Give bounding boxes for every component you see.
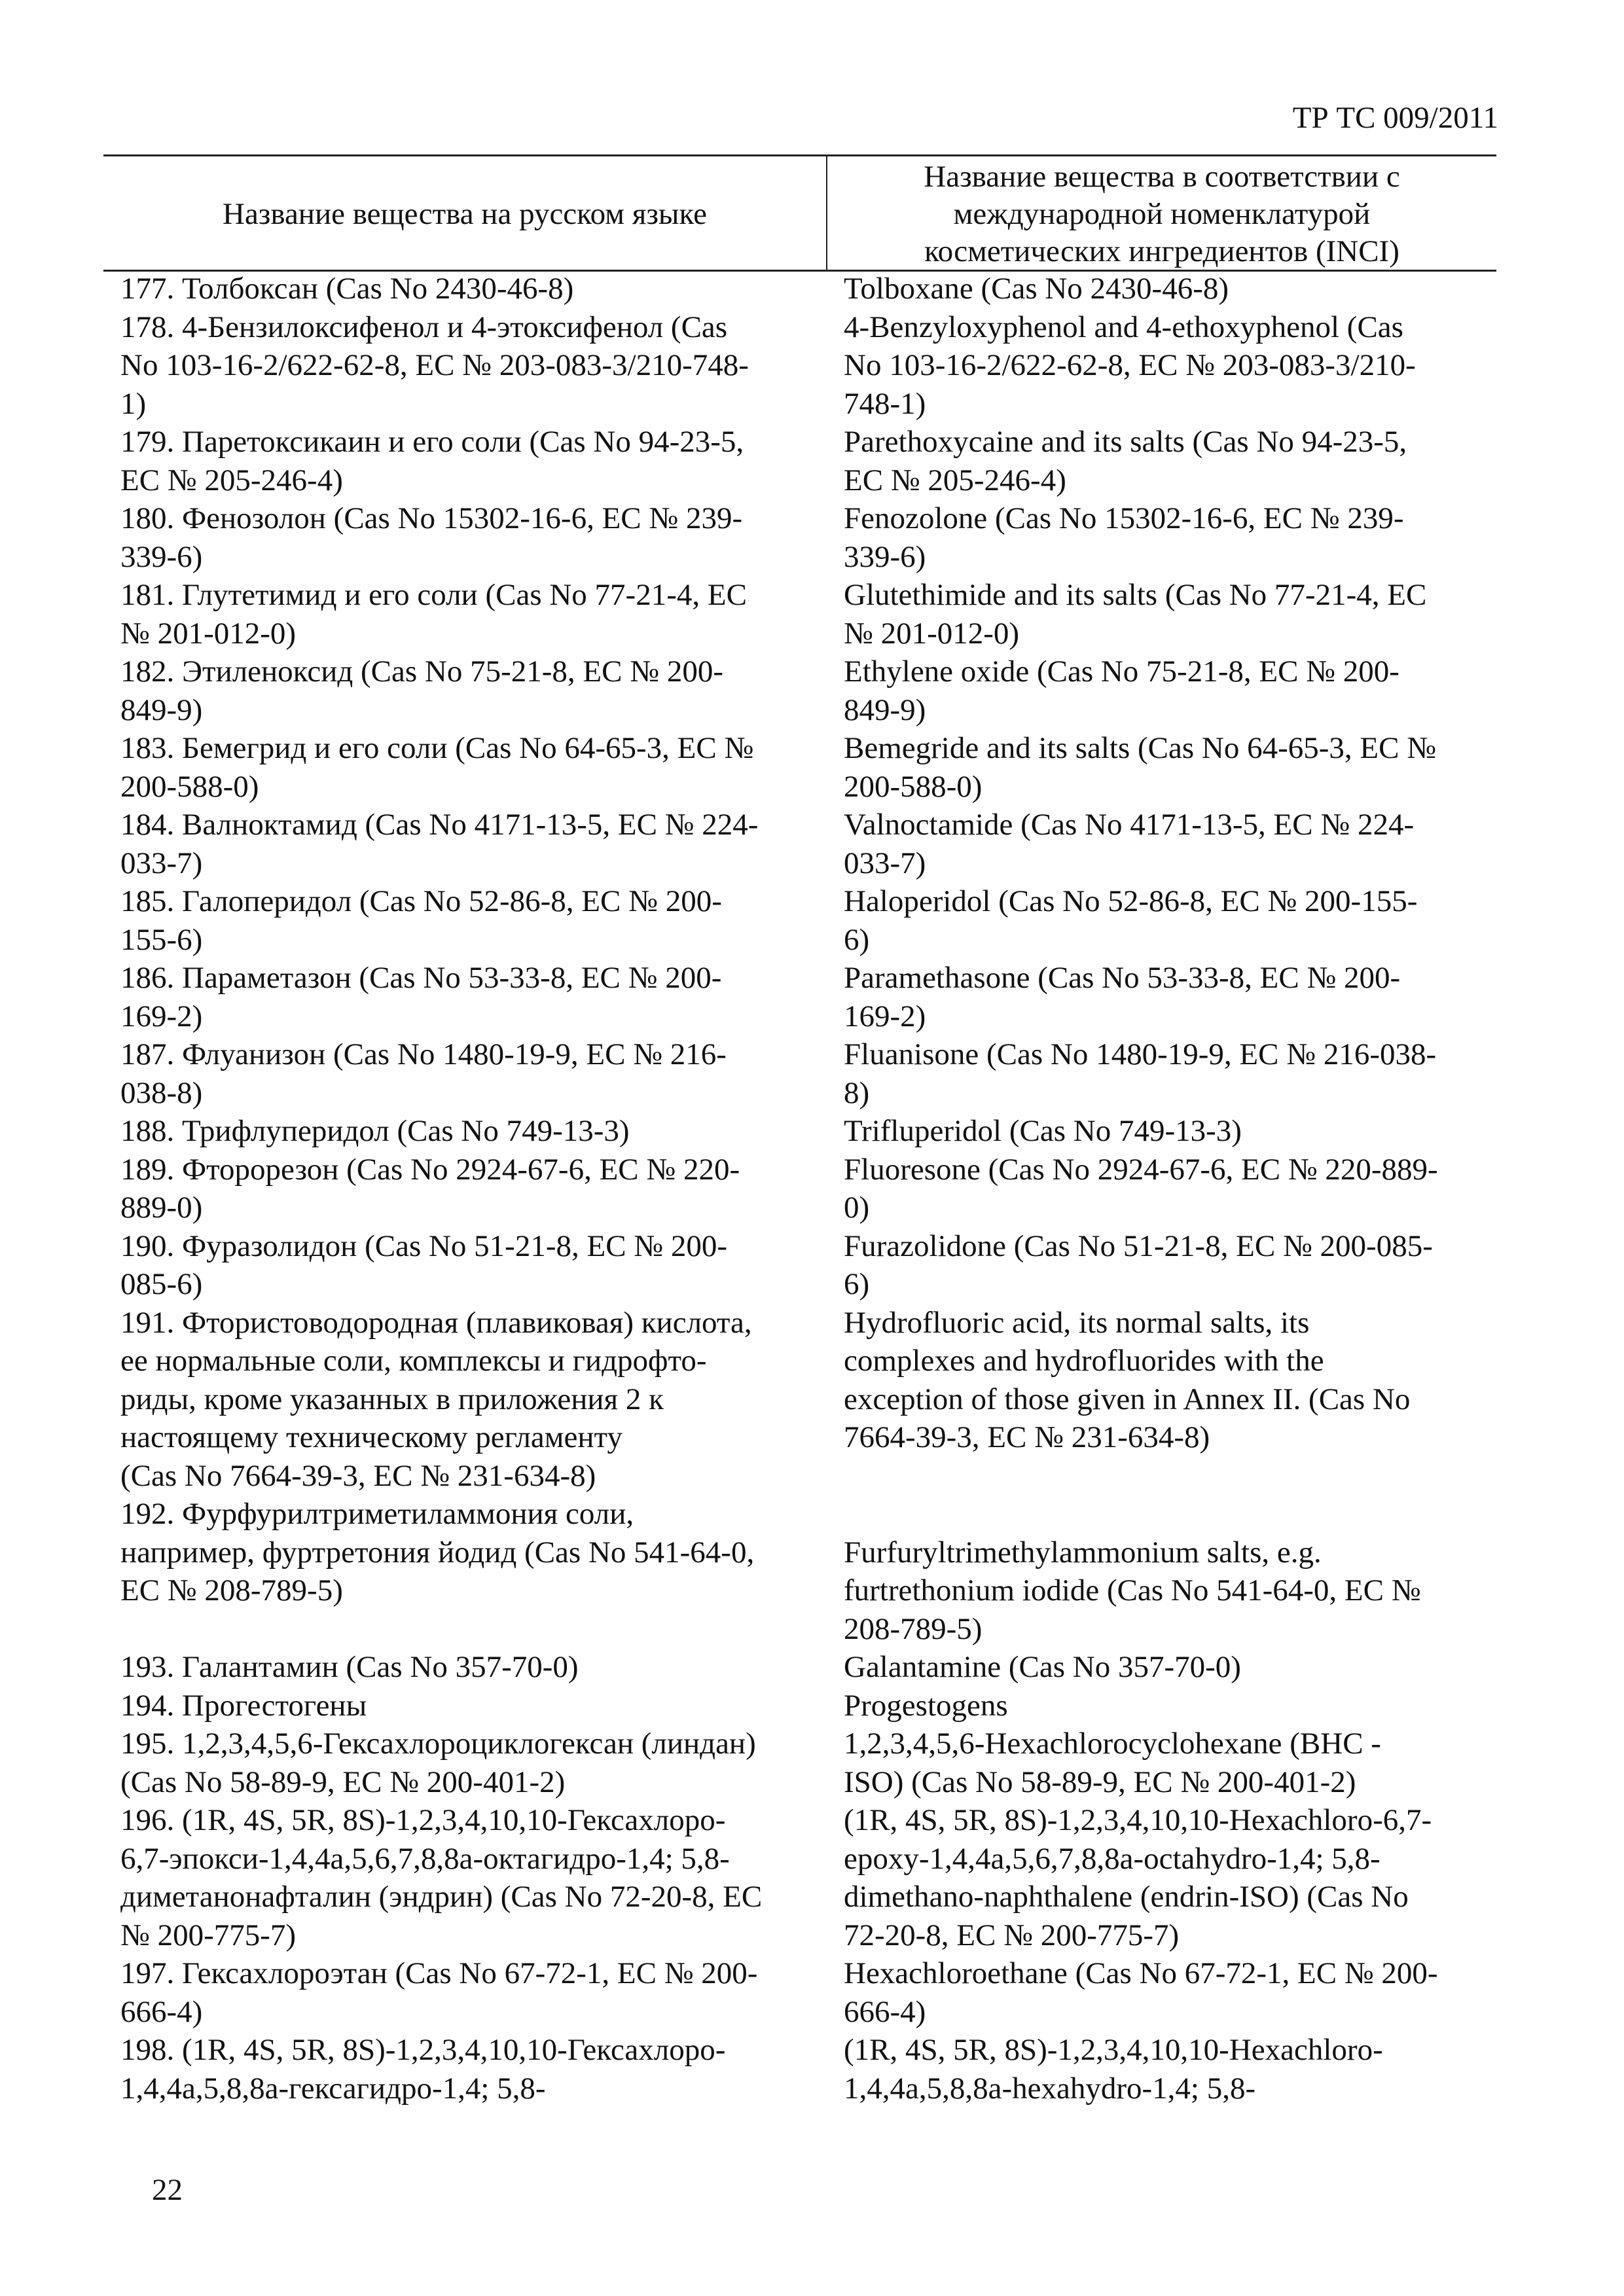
page-number: 22 bbox=[152, 2173, 183, 2207]
column-header-inci-label: Название вещества в соответствии с международной номенклатурой косметических ингредиентов (INCI) bbox=[924, 159, 1400, 268]
substance-name-russian: 179. Паретоксикаин и его соли (Cas No 94-23-5, EC № 205-246-4) bbox=[120, 425, 744, 497]
table-row bbox=[120, 270, 1495, 308]
table-row bbox=[120, 308, 1495, 423]
substance-name-russian: 184. Валноктамид (Cas No 4171-13-5, EC № 224- 033-7) bbox=[120, 808, 759, 880]
table-row bbox=[120, 1112, 1495, 1151]
substance-name-russian: 178. 4-Бензилоксифенол и 4-этоксифенол (Cas No 103-16-2/622-62-8, EC № 203-083-3/210-748- 1) bbox=[120, 310, 749, 421]
substance-name-inci: Valnoctamide (Cas No 4171-13-5, EC № 224- 033-7) bbox=[844, 808, 1415, 880]
table-row bbox=[120, 1687, 1495, 1725]
substance-name-inci: Tolboxane (Cas No 2430-46-8) bbox=[844, 272, 1229, 306]
substance-name-russian: 198. (1R, 4S, 5R, 8S)-1,2,3,4,10,10-Гексахлоро- 1,4,4a,5,8,8a-гексагидро-1,4; 5,8- bbox=[120, 2033, 726, 2106]
substance-name-inci: Paramethasone (Cas No 53-33-8, EC № 200- 169-2) bbox=[844, 961, 1401, 1033]
substance-name-inci: Progestogens bbox=[844, 1688, 1008, 1723]
substance-name-inci: Glutethimide and its salts (Cas No 77-21-4, EC № 201-012-0) bbox=[844, 578, 1427, 651]
substance-name-inci: Bemegride and its salts (Cas No 64-65-3, EC № 200-588-0) bbox=[844, 731, 1437, 804]
substance-name-russian: 190. Фуразолидон (Cas No 51-21-8, EC № 200- 085-6) bbox=[120, 1229, 728, 1301]
substance-name-inci: 4-Benzyloxyphenol and 4-ethoxyphenol (Cas No 103-16-2/622-62-8, EC № 203-083-3/210- 748-1) bbox=[844, 310, 1416, 421]
substance-name-russian: 180. Фенозолон (Cas No 15302-16-6, EC № 239- 339-6) bbox=[120, 501, 743, 574]
substance-name-russian: 187. Флуанизон (Cas No 1480-19-9, EC № 216- 038-8) bbox=[120, 1037, 727, 1110]
substance-name-inci: Haloperidol (Cas No 52-86-8, EC № 200-155- 6) bbox=[844, 884, 1418, 957]
substance-name-inci: Galantamine (Cas No 357-70-0) bbox=[844, 1650, 1241, 1684]
substance-name-russian: 177. Толбоксан (Cas No 2430-46-8) bbox=[120, 272, 574, 306]
table-row bbox=[120, 2031, 1495, 2108]
substance-name-russian: 181. Глутетимид и его соли (Cas No 77-21-4, EC № 201-012-0) bbox=[120, 578, 747, 651]
substances-table-body bbox=[120, 270, 1495, 2108]
substance-name-russian: 192. Фурфурилтриметиламмония соли, например, фуртретония йодид (Cas No 541-64-0, EC № 208-789-5) bbox=[120, 1497, 755, 1607]
substance-name-russian: 193. Галантамин (Cas No 357-70-0) bbox=[120, 1650, 579, 1684]
table-row bbox=[120, 1227, 1495, 1304]
substance-name-russian: 186. Параметазон (Cas No 53-33-8, EC № 200- 169-2) bbox=[120, 961, 722, 1033]
table-row bbox=[120, 1725, 1495, 1801]
table-row bbox=[120, 653, 1495, 729]
table-row bbox=[120, 882, 1495, 959]
substance-name-inci: Parethoxycaine and its salts (Cas No 94-23-5, EC № 205-246-4) bbox=[844, 425, 1407, 497]
substance-name-russian: 188. Трифлуперидол (Cas No 749-13-3) bbox=[120, 1114, 630, 1148]
substance-name-russian: 191. Фтористоводородная (плавиковая) кислота, ее нормальные соли, комплексы и гидрофто- риды, кроме указанных в приложения 2 к настоящему техническому регламенту (Cas No 7664-39-3, EC № 231-634-8) bbox=[120, 1305, 752, 1493]
substance-name-inci: Trifluperidol (Cas No 749-13-3) bbox=[844, 1114, 1242, 1148]
column-header-inci bbox=[827, 158, 1496, 270]
substance-name-russian: 189. Фтороpезон (Cas No 2924-67-6, EC № 220- 889-0) bbox=[120, 1152, 740, 1225]
substance-name-inci: 1,2,3,4,5,6-Hexachlorocyclohexane (BHC - ISO) (Cas No 58-89-9, EC № 200-401-2) bbox=[844, 1727, 1381, 1799]
table-row bbox=[120, 1801, 1495, 1954]
substance-name-inci: Fenozolone (Cas No 15302-16-6, EC № 239- 339-6) bbox=[844, 501, 1404, 574]
substance-name-inci: Hydrofluoric acid, its normal salts, its complexes and hydrofluorides with the exception of those given in Annex II. (Cas No 7664-39-3, EC № 231-634-8) bbox=[844, 1305, 1411, 1454]
substance-name-inci: Fluanisone (Cas No 1480-19-9, EC № 216-038- 8) bbox=[844, 1037, 1437, 1110]
column-header-russian bbox=[103, 158, 826, 270]
table-row bbox=[120, 729, 1495, 806]
table-row bbox=[120, 423, 1495, 499]
substance-name-russian: 185. Галоперидол (Cas No 52-86-8, EC № 200- 155-6) bbox=[120, 884, 722, 957]
table-row bbox=[120, 1648, 1495, 1687]
substance-name-russian: 182. Этиленоксид (Cas No 75-21-8, EC № 200- 849-9) bbox=[120, 655, 723, 727]
substance-name-russian: 195. 1,2,3,4,5,6-Гексахлороциклогексан (линдан) (Cas No 58-89-9, EC № 200-401-2) bbox=[120, 1727, 756, 1799]
substance-name-inci: Hexachloroethane (Cas No 67-72-1, EC № 200- 666-4) bbox=[844, 1956, 1438, 2029]
substance-name-inci: (1R, 4S, 5R, 8S)-1,2,3,4,10,10-Hexachloro- 1,4,4a,5,8,8a-hexahydro-1,4; 5,8- bbox=[844, 2033, 1383, 2106]
substance-name-russian: 196. (1R, 4S, 5R, 8S)-1,2,3,4,10,10-Гексахлоро- 6,7-эпокси-1,4,4a,5,6,7,8,8a-октагидро-1,4; 5,8- диметанонафталин (эндрин) (Cas No 72-20-8, EC № 200-775-7) bbox=[120, 1803, 763, 1952]
table-row bbox=[120, 1035, 1495, 1112]
table-row bbox=[120, 1304, 1495, 1496]
substance-name-inci: Furazolidone (Cas No 51-21-8, EC № 200-085- 6) bbox=[844, 1229, 1433, 1301]
table-row bbox=[120, 499, 1495, 576]
substance-name-russian: 183. Бемегрид и его соли (Cas No 64-65-3, EC № 200-588-0) bbox=[120, 731, 754, 804]
substance-name-russian: 197. Гексахлороэтан (Cas No 67-72-1, EC № 200- 666-4) bbox=[120, 1956, 758, 2029]
substance-name-inci: Furfuryltrimethylammonium salts, e.g. furtrethonium iodide (Cas No 541-64-0, EC № 208-789-5) bbox=[844, 1535, 1421, 1646]
table-row bbox=[120, 1954, 1495, 2031]
substance-name-russian: 194. Прогестогены bbox=[120, 1688, 367, 1723]
table-row bbox=[120, 576, 1495, 653]
column-header-russian-label: Название вещества на русском языке bbox=[223, 196, 707, 231]
substance-name-inci: Ethylene oxide (Cas No 75-21-8, EC № 200- 849-9) bbox=[844, 655, 1399, 727]
table-row bbox=[120, 1495, 1495, 1648]
table-row bbox=[120, 959, 1495, 1035]
substance-name-inci: Fluoresone (Cas No 2924-67-6, EC № 220-889- 0) bbox=[844, 1152, 1438, 1225]
document-code: ТР ТС 009/2011 bbox=[1292, 101, 1498, 135]
table-top-rule bbox=[103, 154, 1496, 156]
table-row bbox=[120, 1151, 1495, 1227]
substance-name-inci: (1R, 4S, 5R, 8S)-1,2,3,4,10,10-Hexachloro-6,7- epoxy-1,4,4a,5,6,7,8,8a-octahydro-1,4; 5,8- dimethano-naphthalene (endrin-ISO) (Cas No 72-20-8, EC № 200-775-7) bbox=[844, 1803, 1432, 1952]
table-row bbox=[120, 806, 1495, 882]
